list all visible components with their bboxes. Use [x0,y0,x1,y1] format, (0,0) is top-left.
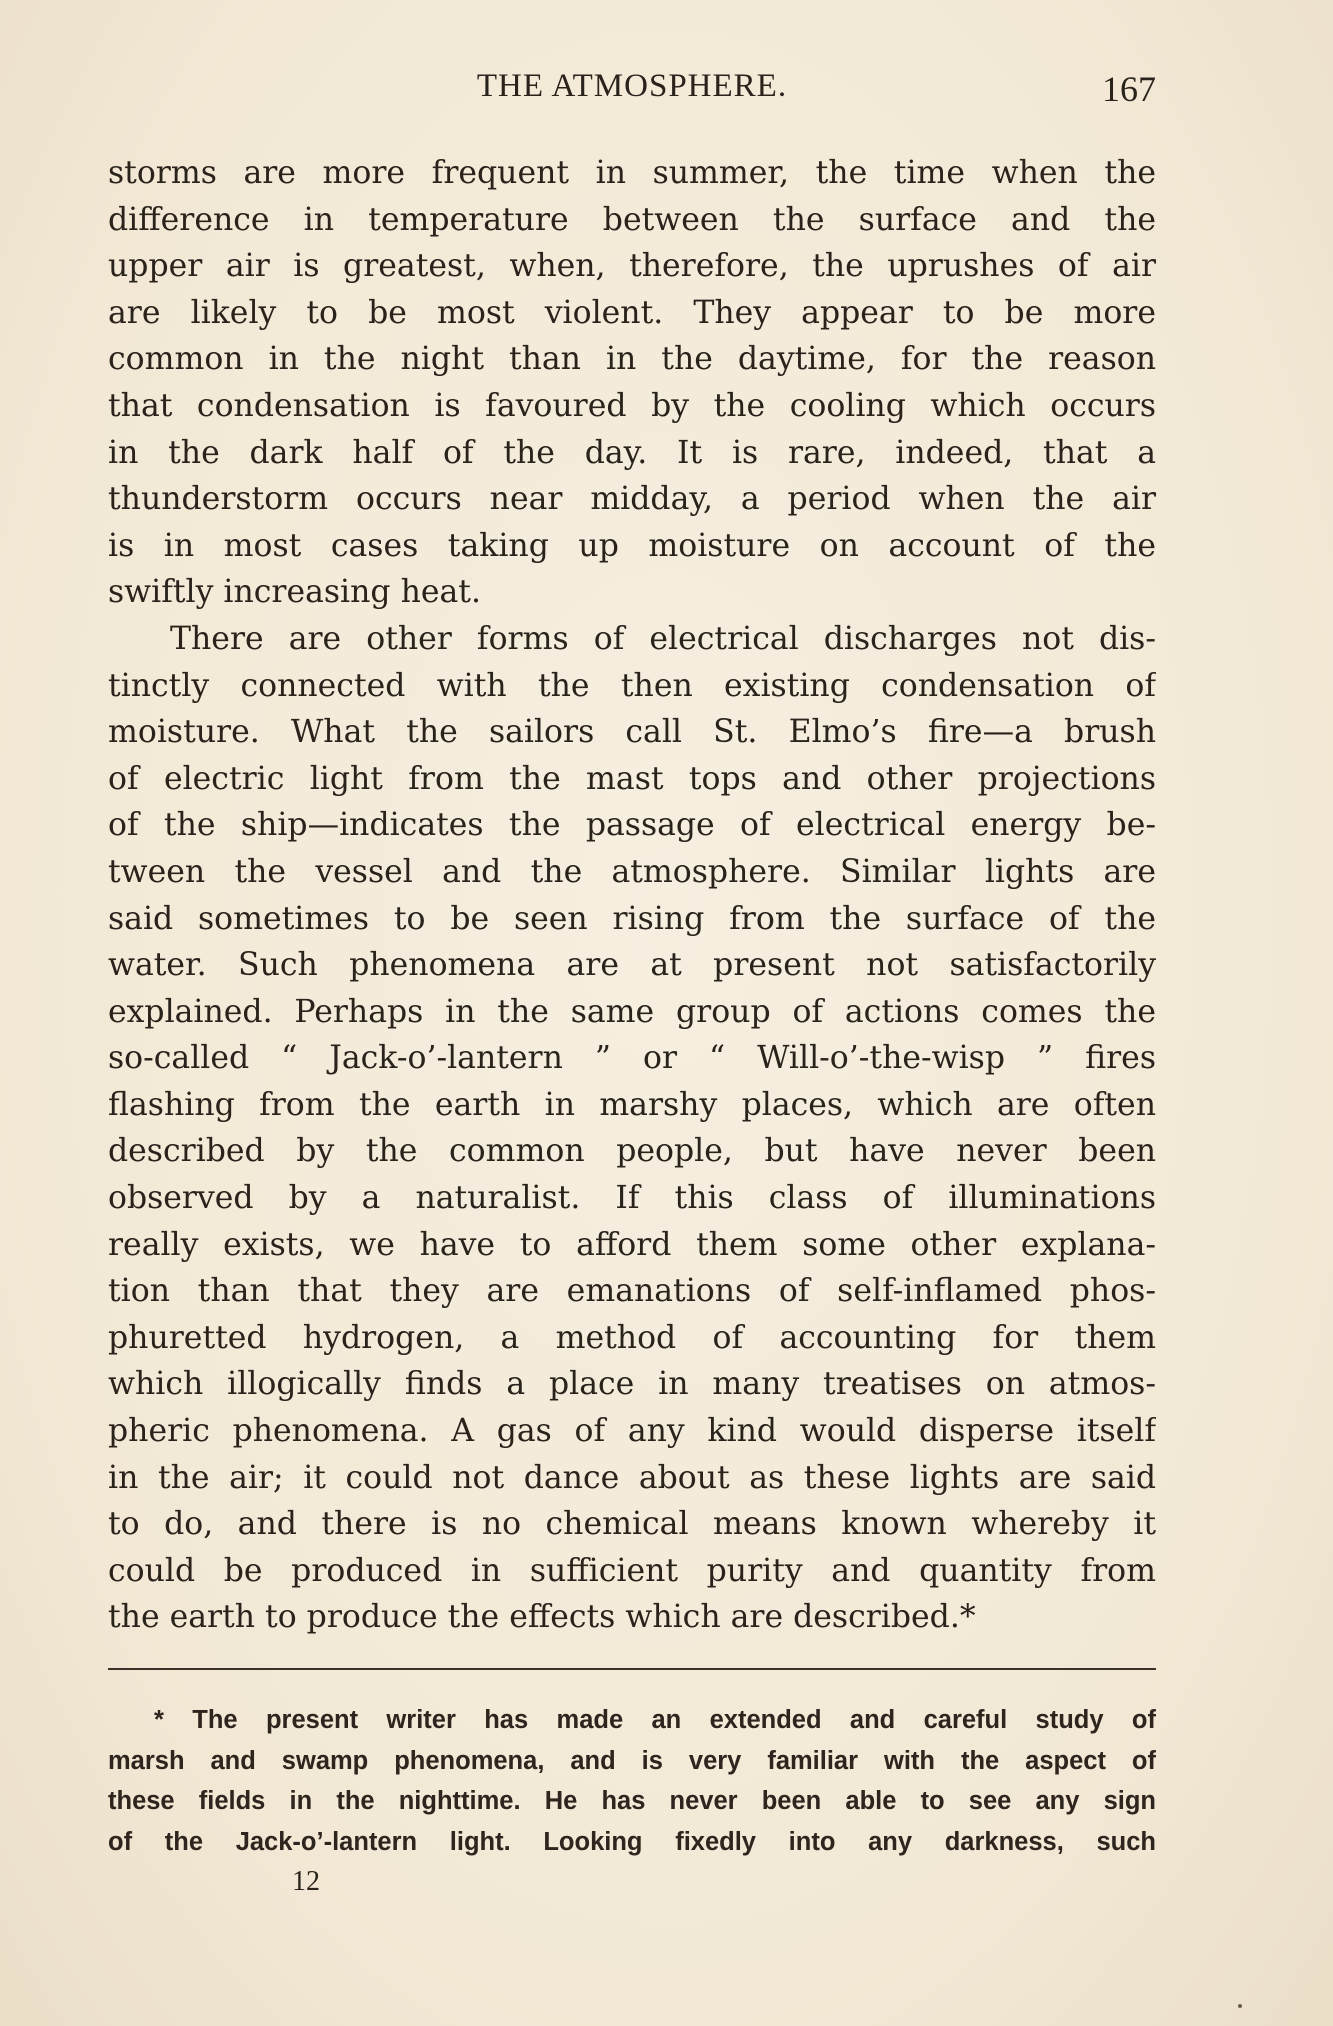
body-line: difference in temperature between the surface and the [108,201,1156,238]
body-line: moisture. What the sailors call St. Elmo’s fire—a brush [108,714,1156,751]
body-line: of the ship—indicates the passage of electrical energy be- [108,807,1156,844]
body-line: is in most cases taking up moisture on account of the [108,527,1156,564]
running-title: THE ATMOSPHERE. [476,68,788,104]
body-line: really exists, we have to afford them some other explana- [108,1226,1156,1263]
body-line: storms are more frequent in summer, the time when the [108,155,1156,191]
body-line: which illogically finds a place in many treatises on atmos- [108,1366,1156,1403]
body-text [108,150,1156,1641]
body-line: flashing from the earth in marshy places, which are often [108,1086,1156,1123]
body-line: upper air is greatest, when, therefore, the uprushes of air [108,248,1156,285]
page-number: 167 [1102,69,1156,109]
body-line: in the dark half of the day. It is rare, indeed, that a [108,434,1156,471]
body-line: tinctly connected with the then existing condensation of [108,667,1156,704]
footnote-line: * The present writer has made an extended and careful study of [154,1706,1156,1734]
body-line: to do, and there is no chemical means known whereby it [108,1506,1156,1543]
body-line: thunderstorm occurs near midday, a period when the air [108,481,1156,518]
body-line: common in the night than in the daytime, for the reason [108,341,1156,378]
body-line: could be produced in sufficient purity and quantity from [108,1552,1156,1589]
paragraph-start-line: There are other forms of electrical discharges not dis- [170,620,1156,657]
body-line: tween the vessel and the atmosphere. Similar lights are [108,853,1156,890]
footnote-line: of the Jack-o’-lantern light. Looking fixedly into any darkness, such [108,1827,1156,1856]
body-line: pheric phenomena. A gas of any kind would disperse itself [108,1413,1156,1450]
body-line: of electric light from the mast tops and other projections [108,760,1156,797]
body-line: swiftly increasing heat. [108,574,481,611]
body-line: tion than that they are emanations of self-inflamed phos- [108,1273,1156,1310]
body-line: the earth to produce the effects which are described.* [108,1599,976,1636]
body-line: are likely to be most violent. They appear to be more [108,294,1156,331]
footnote-line: these fields in the nighttime. He has never been able to see any sign [108,1787,1156,1816]
body-line: water. Such phenomena are at present not satisfactorily [108,947,1156,984]
paper-speck [1238,2004,1242,2008]
body-line: observed by a naturalist. If this class of illuminations [108,1180,1156,1217]
body-line: so-called “ Jack-o’-lantern ” or “ Will-o’-the-wisp ” fires [108,1040,1156,1077]
footnote-rule [108,1668,1156,1670]
running-head [108,68,1156,112]
body-line: described by the common people, but have never been [108,1133,1156,1170]
footnote [108,1700,1156,1862]
body-line: phuretted hydrogen, a method of accounting for them [108,1319,1156,1356]
body-line: said sometimes to be seen rising from the surface of the [108,900,1156,937]
body-line: explained. Perhaps in the same group of actions comes the [108,993,1156,1030]
signature-mark: 12 [292,1866,320,1897]
body-line: in the air; it could not dance about as these lights are said [108,1459,1156,1496]
footnote-line: marsh and swamp phenomena, and is very familiar with the aspect of [108,1746,1156,1775]
body-line: that condensation is favoured by the cooling which occurs [108,387,1156,424]
